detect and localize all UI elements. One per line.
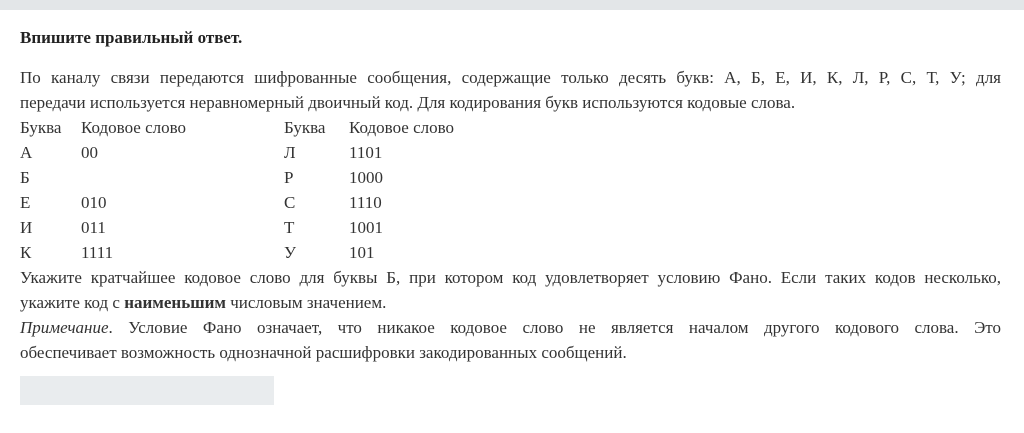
- task-heading: Впишите правильный ответ.: [20, 28, 243, 47]
- table-cell-letter: Р: [284, 168, 294, 187]
- table-header-letter-left: Буква: [20, 118, 62, 137]
- task-line-2-start: укажите код с: [20, 293, 125, 312]
- table-cell-code: 00: [81, 143, 98, 162]
- task-line-2: [20, 290, 1001, 315]
- task-content: [20, 65, 1001, 365]
- table-cell-letter: У: [284, 243, 297, 262]
- table-header-code-left: Кодовое слово: [81, 118, 187, 137]
- intro-line-1: По каналу связи передаются шифрованные сообщения, содержащие только десять букв: А, Б, Е, И, К, Л, Р, С, Т, У; для: [20, 68, 1001, 87]
- task-line-2-end: числовым значением.: [225, 293, 387, 312]
- table-cell-letter: С: [284, 193, 296, 212]
- table-cell-code: 1101: [349, 143, 383, 162]
- table-cell-code: 1001: [349, 218, 383, 237]
- note-line-1: [20, 315, 1001, 340]
- top-bar: [0, 0, 1024, 10]
- note-line-2: обеспечивает возможность однозначной расшифровки закодированных сообщений.: [20, 343, 627, 362]
- table-cell-code: 1110: [349, 193, 382, 212]
- task-line-1: Укажите кратчайшее кодовое слово для буквы Б, при котором код удовлетворяет условию Фано. Если таких кодов несколько,: [20, 268, 1001, 287]
- note-label: Примечание: [20, 318, 109, 337]
- table-cell-code: 1000: [349, 168, 383, 187]
- table-cell-code: 101: [349, 243, 375, 262]
- table-cell-letter: Е: [20, 193, 31, 212]
- intro-line-2: передачи используется неравномерный двоичный код. Для кодирования букв используются кодовые слова.: [20, 93, 796, 112]
- table-cell-letter: Л: [284, 143, 296, 162]
- table-cell-code: 010: [81, 193, 107, 212]
- answer-input[interactable]: [20, 376, 274, 405]
- note-line-1-text: . Условие Фано означает, что никакое кодовое слово не является началом другого кодового слова. Это: [108, 318, 1001, 337]
- code-table: [20, 115, 1001, 265]
- table-cell-code: 011: [81, 218, 106, 237]
- table-header-letter-right: Буква: [284, 118, 326, 137]
- table-cell-letter: И: [20, 218, 33, 237]
- table-cell-code: 1111: [81, 243, 114, 262]
- table-cell-letter: А: [20, 143, 33, 162]
- table-cell-letter: Т: [284, 218, 295, 237]
- table-cell-letter: Б: [20, 168, 30, 187]
- table-cell-letter: К: [20, 243, 32, 262]
- emphasis-least: наименьшим: [124, 293, 226, 312]
- table-header-code-right: Кодовое слово: [349, 118, 455, 137]
